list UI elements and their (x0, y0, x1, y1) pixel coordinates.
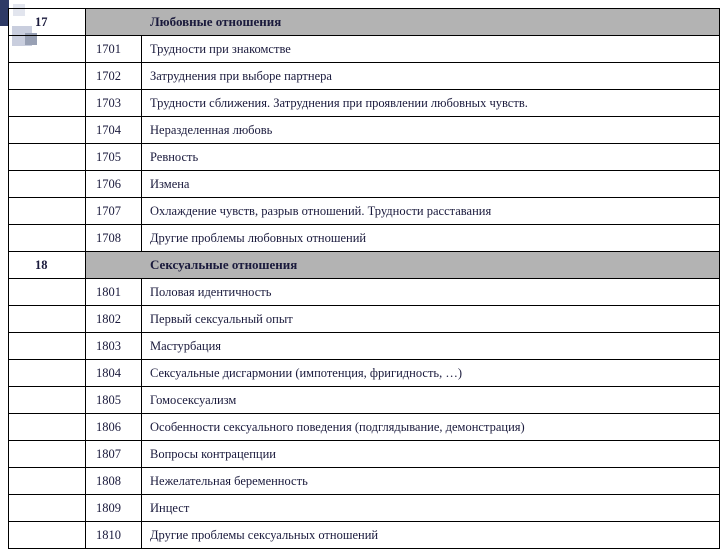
table-row (9, 117, 720, 144)
description-cell: Измена (142, 171, 720, 198)
main-code-cell (9, 198, 86, 225)
main-code-cell (9, 495, 86, 522)
section-code: 17 (9, 9, 86, 36)
table-row (9, 306, 720, 333)
sub-code-cell: 1803 (86, 333, 142, 360)
section-title: Любовные отношения (86, 9, 720, 36)
table-row (9, 360, 720, 387)
description-cell: Трудности при знакомстве (142, 36, 720, 63)
sub-code-cell: 1707 (86, 198, 142, 225)
sub-code-cell: 1701 (86, 36, 142, 63)
table-row (9, 171, 720, 198)
sub-code-cell: 1704 (86, 117, 142, 144)
sub-code-cell: 1706 (86, 171, 142, 198)
main-code-cell (9, 90, 86, 117)
description-cell: Мастурбация (142, 333, 720, 360)
main-code-cell (9, 306, 86, 333)
table-row (9, 333, 720, 360)
sub-code-cell: 1708 (86, 225, 142, 252)
table-row (9, 225, 720, 252)
description-cell: Половая идентичность (142, 279, 720, 306)
main-code-cell (9, 468, 86, 495)
main-code-cell (9, 117, 86, 144)
description-cell: Особенности сексуального поведения (подглядывание, демонстрация) (142, 414, 720, 441)
sub-code-cell: 1806 (86, 414, 142, 441)
main-code-cell (9, 387, 86, 414)
main-code-cell (9, 522, 86, 549)
table-row (9, 495, 720, 522)
main-code-cell (9, 333, 86, 360)
table-row (9, 441, 720, 468)
main-code-cell (9, 225, 86, 252)
table-row (9, 36, 720, 63)
description-cell: Другие проблемы сексуальных отношений (142, 522, 720, 549)
section-code: 18 (9, 252, 86, 279)
main-code-cell (9, 63, 86, 90)
sub-code-cell: 1809 (86, 495, 142, 522)
sub-code-cell: 1807 (86, 441, 142, 468)
main-code-cell (9, 279, 86, 306)
sub-code-cell: 1705 (86, 144, 142, 171)
table-row (9, 522, 720, 549)
section-header-row (9, 9, 720, 36)
main-code-cell (9, 360, 86, 387)
table-row (9, 279, 720, 306)
table-row (9, 90, 720, 117)
main-code-cell (9, 144, 86, 171)
table-row (9, 63, 720, 90)
description-cell: Неразделенная любовь (142, 117, 720, 144)
main-code-cell (9, 171, 86, 198)
description-cell: Сексуальные дисгармонии (импотенция, фригидность, …) (142, 360, 720, 387)
section-header-row (9, 252, 720, 279)
sub-code-cell: 1702 (86, 63, 142, 90)
description-cell: Ревность (142, 144, 720, 171)
classification-table (8, 8, 720, 549)
description-cell: Вопросы контрацепции (142, 441, 720, 468)
description-cell: Первый сексуальный опыт (142, 306, 720, 333)
table-row (9, 144, 720, 171)
description-cell: Трудности сближения. Затруднения при проявлении любовных чувств. (142, 90, 720, 117)
table-row (9, 198, 720, 225)
classification-table-body (9, 9, 720, 549)
main-code-cell (9, 36, 86, 63)
sub-code-cell: 1802 (86, 306, 142, 333)
description-cell: Инцест (142, 495, 720, 522)
description-cell: Охлаждение чувств, разрыв отношений. Трудности расставания (142, 198, 720, 225)
description-cell: Другие проблемы любовных отношений (142, 225, 720, 252)
sub-code-cell: 1801 (86, 279, 142, 306)
main-code-cell (9, 441, 86, 468)
sub-code-cell: 1703 (86, 90, 142, 117)
main-code-cell (9, 414, 86, 441)
sub-code-cell: 1804 (86, 360, 142, 387)
table-row (9, 414, 720, 441)
sub-code-cell: 1805 (86, 387, 142, 414)
description-cell: Затруднения при выборе партнера (142, 63, 720, 90)
description-cell: Гомосексуализм (142, 387, 720, 414)
table-row (9, 468, 720, 495)
section-title: Сексуальные отношения (86, 252, 720, 279)
description-cell: Нежелательная беременность (142, 468, 720, 495)
sub-code-cell: 1808 (86, 468, 142, 495)
sub-code-cell: 1810 (86, 522, 142, 549)
table-row (9, 387, 720, 414)
